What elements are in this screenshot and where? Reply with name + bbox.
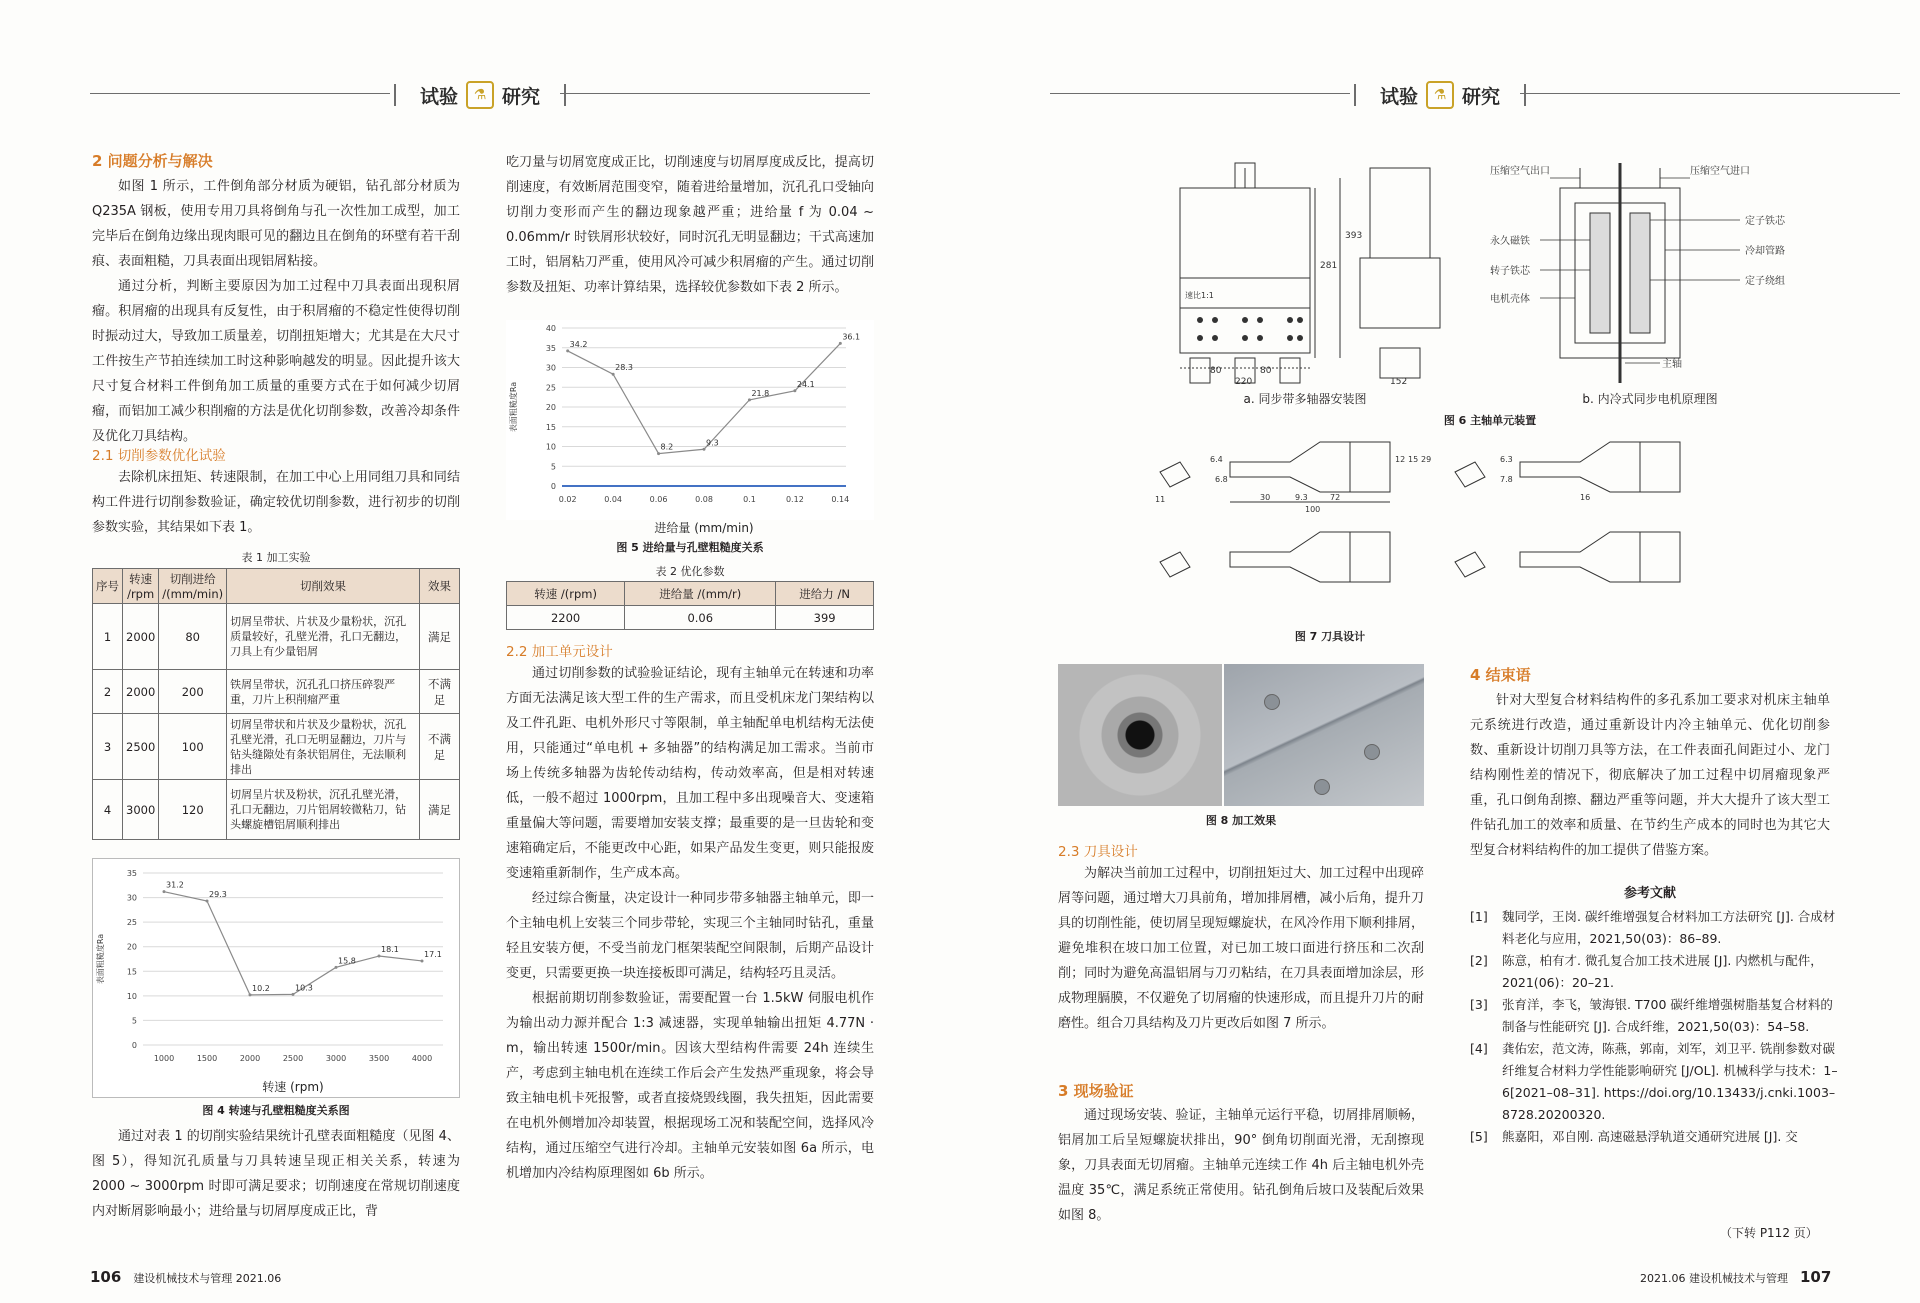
data-point [163,890,166,893]
y-tick-label: 0 [550,482,556,491]
diagram-label: 主轴 [1662,359,1682,370]
column-header: 切削进给 /(mm/min) [159,569,227,604]
section-4-title: 4 结束语 [1470,666,1531,684]
paragraph: 去除机床扭矩、转速限制，在加工中心上用同组刀具和同结构工件进行切削参数验证，确定较优切削参数，进行初步的切削参数实验，其结果如下表 1。 [92,470,460,535]
paragraph: 通过对表 1 的切削实验结果统计孔壁表面粗糙度（见图 4、图 5），得知沉孔质量与刀具转速呈现正相关关系，转速为 2000 ~ 3000rpm 时即可满足要求；切削速度在常规切削速度内对断屑影响最小；进给量与切屑厚度成正比，背 [92,1129,460,1219]
y-tick-label: 5 [131,1016,137,1026]
reference-text: 龚佑宏，范文涛，陈燕，郭南，刘军，刘卫平. 铣削参数对碳纤维复合材料力学性能影响研究 [J/OL]. 机械科学与技术：1–6[2021–08–31]. https://doi.org/10.13433/j.cnki.1003–8728.20200320. [1502,1041,1838,1122]
header-rule-left-b [560,93,870,94]
data-point [703,448,706,451]
x-tick-label: 4000 [411,1054,433,1063]
header-label-b: 研究 [1462,85,1501,108]
dimension-label: 15 [1408,455,1419,464]
footer-right [1640,1268,1831,1286]
figure-6b-drawing [1490,158,1890,386]
figure-4-caption: 图 4 转速与孔壁粗糙度关系图 [202,1104,350,1117]
continued-note: （下转 P112 页） [1720,1226,1818,1240]
figure-5-caption: 图 5 进给量与孔壁粗糙度关系 [616,541,764,554]
figure-7-drawing [1140,432,1870,622]
reference-number: [5] [1470,1129,1488,1144]
header-badge-right [1360,78,1520,112]
reference-text: 熊嘉阳，邓自刚. 高速磁悬浮轨道交通研究进展 [J]. 交 [1502,1129,1798,1144]
figure-7-caption: 图 7 刀具设计 [1294,630,1366,643]
paragraph: 为解决当前加工过程中，切削扭矩过大、加工过程中出现碎屑等问题，通过增大刀具前角，增加排屑槽，减小后角，提升刀具的切削性能，使切屑呈现短螺旋状，在风冷作用下顺利排屑，避免堆积在坡口加工位置，对已加工坡口面进行挤压和二次刮削；同时为避免高温铝屑与刀刃粘结，在刀具表面增加涂层，形成物理膈膜，不仅避免了切屑瘤的快速形成，而且提升刀片的耐磨性。组合刀具结构及刀片更改后如图 7 所示。 [1058,866,1424,1031]
table-cell: 2500 [123,714,159,780]
dimension-label: 12 [1395,455,1406,464]
table-cell: 0.06 [625,606,776,630]
x-axis-label: 进给量 (mm/min) [654,521,754,535]
paragraph: 经过综合衡量，决定设计一种同步带多轴器主轴单元，即一个主轴电机上安装三个同步带轮，实现三个主轴同时钻孔，重量轻且安装方便，不受当前龙门框架装配空间限制，后期产品设计变更，只需要更换一块连接板即可满足，结构轻巧且灵活。 [506,891,874,981]
diagram-label: 转子铁芯 [1490,266,1530,277]
footer-left [90,1268,281,1286]
journal-name: 2021.06 建设机械技术与管理 [1640,1272,1788,1285]
table-1-caption: 表 1 加工实验 [241,551,311,564]
reference-item [1470,1038,1840,1126]
x-tick-label: 0.14 [831,495,850,504]
table-cell: 切屑呈带状、片状及少量粉状，沉孔质量较好，孔壁光滑，孔口无翻边，刀具上有少量铝屑 [227,604,420,670]
diagram-label: 压缩空气进口 [1690,166,1750,177]
data-label: 8.2 [660,442,674,452]
data-point [748,398,751,401]
table-row [507,606,874,630]
data-point [378,955,381,958]
table-cell: 2 [93,670,123,714]
series-line [568,343,841,453]
dimension-label: 100 [1305,505,1321,514]
y-tick-label: 10 [545,442,556,452]
data-point [292,993,295,996]
y-tick-label: 35 [545,343,556,353]
reference-item [1470,994,1840,1038]
data-label: 17.1 [424,949,442,959]
table-cell: 100 [159,714,227,780]
reference-text: 张育洋，李飞，皱海银. T700 碳纤维增强树脂基复合材料的制备与性能研究 [J]. 合成纤维，2021,50(03)：54–58. [1502,997,1833,1034]
page-number: 106 [90,1268,122,1286]
table-cell: 120 [159,780,227,840]
y-tick-label: 30 [126,893,137,903]
dimension-label: 30 [1260,493,1271,502]
column-header: 效果 [420,569,460,604]
figure-6a-caption: a. 同步带多轴器安装图 [1243,392,1367,406]
data-point [612,373,615,376]
data-point [657,452,660,455]
figure-5-svg [506,320,874,535]
x-tick-label: 0.08 [695,495,713,504]
data-point [793,389,796,392]
dimension-label: 9.3 [1295,493,1308,502]
paragraph: 通过现场安装、验证，主轴单元运行平稳，切屑排屑顺畅，铝屑加工后呈短螺旋状排出，90° 倒角切削面光滑，无刮擦现象，刀具表面无切屑瘤。主轴单元连续工作 4h 后主轴电机外壳温度 35℃，满足系统正常使用。钻孔倒角后坡口及装配后效果如图 8。 [1058,1108,1424,1223]
table-cell: 80 [159,604,227,670]
subsection-2-2-body [506,661,874,1186]
table-cell: 铁屑呈带状，沉孔孔口挤压碎裂严重，刀片上积削瘤严重 [227,670,420,714]
x-tick-label: 0.02 [558,495,577,504]
reference-text: 陈意，柏有才. 微孔复合加工技术进展 [J]. 内燃机与配件，2021(06)：20–21. [1502,953,1823,990]
series-line [164,892,422,995]
table-cell: 2200 [507,606,625,630]
data-label: 10.2 [252,983,270,993]
x-tick-label: 0.1 [743,495,756,504]
table-cell: 切屑呈片状及粉状，沉孔孔壁光滑，孔口无翻边，刀片铝屑较微粘刀，钻头螺旋槽铝屑顺利排出 [227,780,420,840]
table-cell: 2000 [123,604,159,670]
diagram-label: 压缩空气出口 [1490,166,1550,177]
subsection-2-3-title: 2.3 刀具设计 [1058,844,1138,860]
y-tick-label: 20 [545,403,556,412]
reference-text: 魏同学，王岗. 碳纤维增强复合材料加工方法研究 [J]. 合成材料老化与应用，2021,50(03)：86–89. [1502,909,1836,946]
y-tick-label: 5 [550,462,556,472]
tool-design-drawing [1140,432,1870,622]
data-point [335,966,338,969]
x-tick-label: 2000 [239,1054,261,1063]
table-cell: 1 [93,604,123,670]
x-tick-label: 0.06 [649,495,668,504]
data-label: 28.3 [615,363,633,373]
data-point [839,342,842,345]
header-label-a: 试验 [419,85,458,108]
data-label: 21.8 [751,388,770,398]
column-header: 进给力 /N [776,582,874,606]
y-tick-label: 40 [545,324,556,333]
dimension-label: 393 [1345,231,1363,241]
y-axis-label: 表面粗糙度Ra [96,933,105,985]
data-label: 9.3 [706,438,719,448]
column-header: 转速 /rpm [123,569,159,604]
dimension-label: 281 [1320,261,1338,271]
figure-5-chart [506,320,874,535]
column-header: 进给量 /(mm/r) [625,582,776,606]
header-label-b: 研究 [502,85,541,108]
paragraph: 针对大型复合材料结构件的多孔系加工要求对机床主轴单元系统进行改造，通过重新设计内冷主轴单元、优化切削参数、重新设计切削刀具等方法，在工件表面孔间距过小、龙门结构刚性差的情况下，彻底解决了加工过程中切屑瘤现象严重，孔口倒角刮擦、翻边严重等问题，并大大提升了该大型工件钻孔加工的效率和质量、在节约生产成本的同时也为其它大型复合材料结构件的加工提供了借鉴方案。 [1470,693,1830,858]
figure-8-caption: 图 8 加工效果 [1205,814,1277,827]
diagram-label: 电机壳体 [1490,294,1530,305]
table-row [93,780,460,840]
table-cell: 4 [93,780,123,840]
y-axis-label: 表面粗糙度Ra [509,381,518,433]
dimension-label: 80 [1260,366,1272,376]
paragraph: 根据前期切削参数验证，需要配置一台 1.5kW 伺服电机作为输出动力源并配合 1:3 减速器，实现单轴输出扭矩 4.77N · m，输出转速 1500r/min。因该大型结构件需要 24h 连续生产，考虑到主轴电机在连续工作后会产生发热严重现象，将会导致主轴电机卡死报警，或者直接烧毁线圈，我失扭矩，因此需要在电机外侧增加冷却装置，根据现场工况和装配空间，选择风冷结构，通过压缩空气进行冷却。主轴单元安装如图 6a 所示，电机增加内冷结构原理图如 6b 所示。 [506,991,874,1181]
figure-6b-caption: b. 内冷式同步电机原理图 [1582,392,1718,406]
x-tick-label: 3500 [368,1054,390,1063]
figure-4-svg [93,859,461,1099]
table-cell: 399 [776,606,874,630]
data-label: 34.2 [569,339,588,349]
table-header-row [93,569,460,604]
y-tick-label: 0 [131,1041,137,1050]
screw-head-icon [1264,694,1280,710]
data-label: 18.1 [381,945,399,955]
dimension-label: 29 [1421,455,1432,464]
lab-logo-icon: ⚗ [466,81,494,109]
header-rule-right-b [1520,93,1900,94]
data-point [249,993,252,996]
screw-head-icon [1314,779,1330,795]
dimension-label: 6.8 [1215,475,1228,484]
table-cell: 不满足 [420,670,460,714]
chamfer-hole-photo [1058,664,1222,806]
table-2-caption: 表 2 优化参数 [655,565,725,578]
dimension-label: 72 [1330,493,1341,502]
diagram-label: 冷却管路 [1745,246,1785,257]
section-2-title: 2 问题分析与解决 [92,152,213,170]
header-badge-left [400,78,560,112]
table-row [93,714,460,780]
dimension-label: 220 [1235,377,1253,387]
paragraph: 如图 1 所示，工件倒角部分材质为硬铝，钻孔部分材质为 Q235A 钢板，使用专用刀具将倒角与孔一次性加工成型，加工完毕后在倒角边缘出现肉眼可见的翻边且在倒角的环壁有若干刮痕、表面粗糙，刀具表面出现铝屑粘接。 [92,179,460,269]
reference-number: [4] [1470,1041,1488,1056]
y-tick-label: 20 [126,942,137,952]
table-header-row [507,582,874,606]
data-point [206,900,209,903]
paragraph: 通过切削参数的试验验证结论，现有主轴单元在转速和功率方面无法满足该大型工件的生产需求，而且受机床龙门架结构以及工件孔距、电机外形尺寸等限制，单主轴配单电机结构无法使用，只能通过“单电机 + 多轴器”的结构满足加工需求。当前市场上传统多轴器为齿轮传动结构，传动效率高，但是相对转速低，一般不超过 1000rpm，且加工程中多出现噪音大、变速箱重量偏大等问题，需要增加安装支撑；最重要的是一旦齿轮和变速箱确定后，不能更改中心距，如果产品发生变更，则只能报废变速箱重新制作，生产成本高。 [506,666,874,881]
table-cell: 3000 [123,780,159,840]
assembly-surface-photo [1224,664,1424,806]
reference-item [1470,906,1840,950]
section-2-body [92,174,460,449]
reference-number: [3] [1470,997,1488,1012]
dimension-label: 6.3 [1500,455,1513,464]
y-tick-label: 25 [126,918,137,928]
diagram-label: 定子绕组 [1745,276,1785,287]
table-cell: 不满足 [420,714,460,780]
data-point [566,349,569,352]
subsection-2-2-title: 2.2 加工单元设计 [506,644,613,660]
data-label: 15.8 [338,956,356,966]
figure-6-caption: 图 6 主轴单元装置 [1443,414,1537,427]
section-4-body [1470,688,1830,863]
dimension-label: 7.8 [1500,475,1513,484]
section-3-body [1058,1103,1424,1228]
data-label: 24.1 [796,379,815,389]
reference-item [1470,1126,1840,1148]
subsection-2-1-body [92,465,460,540]
cooled-motor-diagram [1490,158,1890,386]
x-tick-label: 3000 [325,1054,347,1063]
journal-name: 建设机械技术与管理 2021.06 [133,1272,282,1285]
table-cell: 满足 [420,604,460,670]
table-row [93,604,460,670]
table-cell: 200 [159,670,227,714]
header-rule-left-a [90,93,390,94]
header-label-a: 试验 [1379,85,1418,108]
column-2-top-body [506,150,874,300]
table-cell: 满足 [420,780,460,840]
spindle-assembly-drawing [1140,158,1470,386]
y-tick-label: 15 [126,967,137,977]
screw-head-icon [1364,744,1380,760]
subsection-2-1-title: 2.1 切削参数优化试验 [92,448,226,464]
y-tick-label: 10 [126,991,137,1001]
table-cell: 切屑呈带状和片状及少量粉状，沉孔孔壁光滑，孔口无明显翻边，刀片与钻头缝隙处有条状铝屑住，无法顺利排出 [227,714,420,780]
data-label: 10.3 [295,983,313,993]
dimension-label: 6.4 [1210,455,1223,464]
lab-logo-icon: ⚗ [1426,81,1454,109]
x-tick-label: 1500 [196,1054,218,1063]
subsection-2-3-body [1058,861,1424,1036]
y-tick-label: 15 [545,422,556,432]
y-tick-label: 35 [126,869,137,878]
column-header: 切削效果 [227,569,420,604]
x-axis-label: 转速 (rpm) [262,1080,324,1094]
data-label: 36.1 [842,332,861,342]
references-list [1470,906,1840,1148]
dimension-label: 80 [1210,366,1222,376]
paragraph: 通过分析，判断主要原因为加工过程中刀具表面出现积屑瘤。积屑瘤的出现具有反复性，由于积屑瘤的不稳定性使得切削时振动过大，导致加工质量差，切削扭矩增大；尤其是在大尺寸工件按生产节拍连续加工时这种影响越发的明显。因此提升该大尺寸复合材料工件倒角加工质量的重要方式在于如何减少切屑瘤，而铝加工减少积削瘤的方法是优化切削参数，改善冷却条件及优化刀具结构。 [92,279,460,444]
table-1 [92,568,460,840]
data-point [421,959,424,962]
section-3-title: 3 现场验证 [1058,1082,1134,1100]
x-tick-label: 2500 [282,1054,304,1063]
column-header: 序号 [93,569,123,604]
data-label: 31.2 [166,880,184,890]
y-tick-label: 25 [545,383,556,393]
reference-number: [1] [1470,909,1488,924]
data-label: 29.3 [209,890,227,900]
figure-4-chart [92,858,460,1098]
ratio-note: 速比1:1 [1185,291,1214,300]
figure-6a-drawing [1140,158,1470,386]
dimension-label: 152 [1390,377,1408,387]
reference-item [1470,950,1840,994]
x-tick-label: 0.12 [785,495,804,504]
x-tick-label: 0.04 [604,495,623,504]
table-row [93,670,460,714]
paragraph: 吃刀量与切屑宽度成正比，切削速度与切屑厚度成反比，提高切削速度，有效断屑范围变窄，随着进给量增加，沉孔孔口受轴向切削力变形而产生的翻边现象越严重；进给量 f 为 0.04 ~ 0.06mm/r 时铁屑形状较好，同时沉孔无明显翻边；干式高速加工时，铝屑粘刀严重，使用风冷可减少积屑瘤的产生。通过切削参数及扭矩、功率计算结果，选择较优参数如下表 2 所示。 [506,155,874,295]
page-number: 107 [1799,1268,1832,1286]
diagram-label: 永久磁铁 [1490,236,1530,247]
y-tick-label: 30 [545,363,556,373]
diagram-label: 定子铁芯 [1745,216,1785,227]
x-tick-label: 1000 [153,1054,175,1063]
reference-number: [2] [1470,953,1488,968]
column-header: 转速 /(rpm) [507,582,625,606]
table-cell: 2000 [123,670,159,714]
dimension-label: 11 [1155,495,1166,504]
table-cell: 3 [93,714,123,780]
analysis-paragraph [92,1124,460,1224]
references-title: 参考文献 [1623,886,1676,901]
table-2 [506,581,874,630]
dimension-label: 16 [1580,493,1591,502]
header-rule-right-a [1050,93,1350,94]
